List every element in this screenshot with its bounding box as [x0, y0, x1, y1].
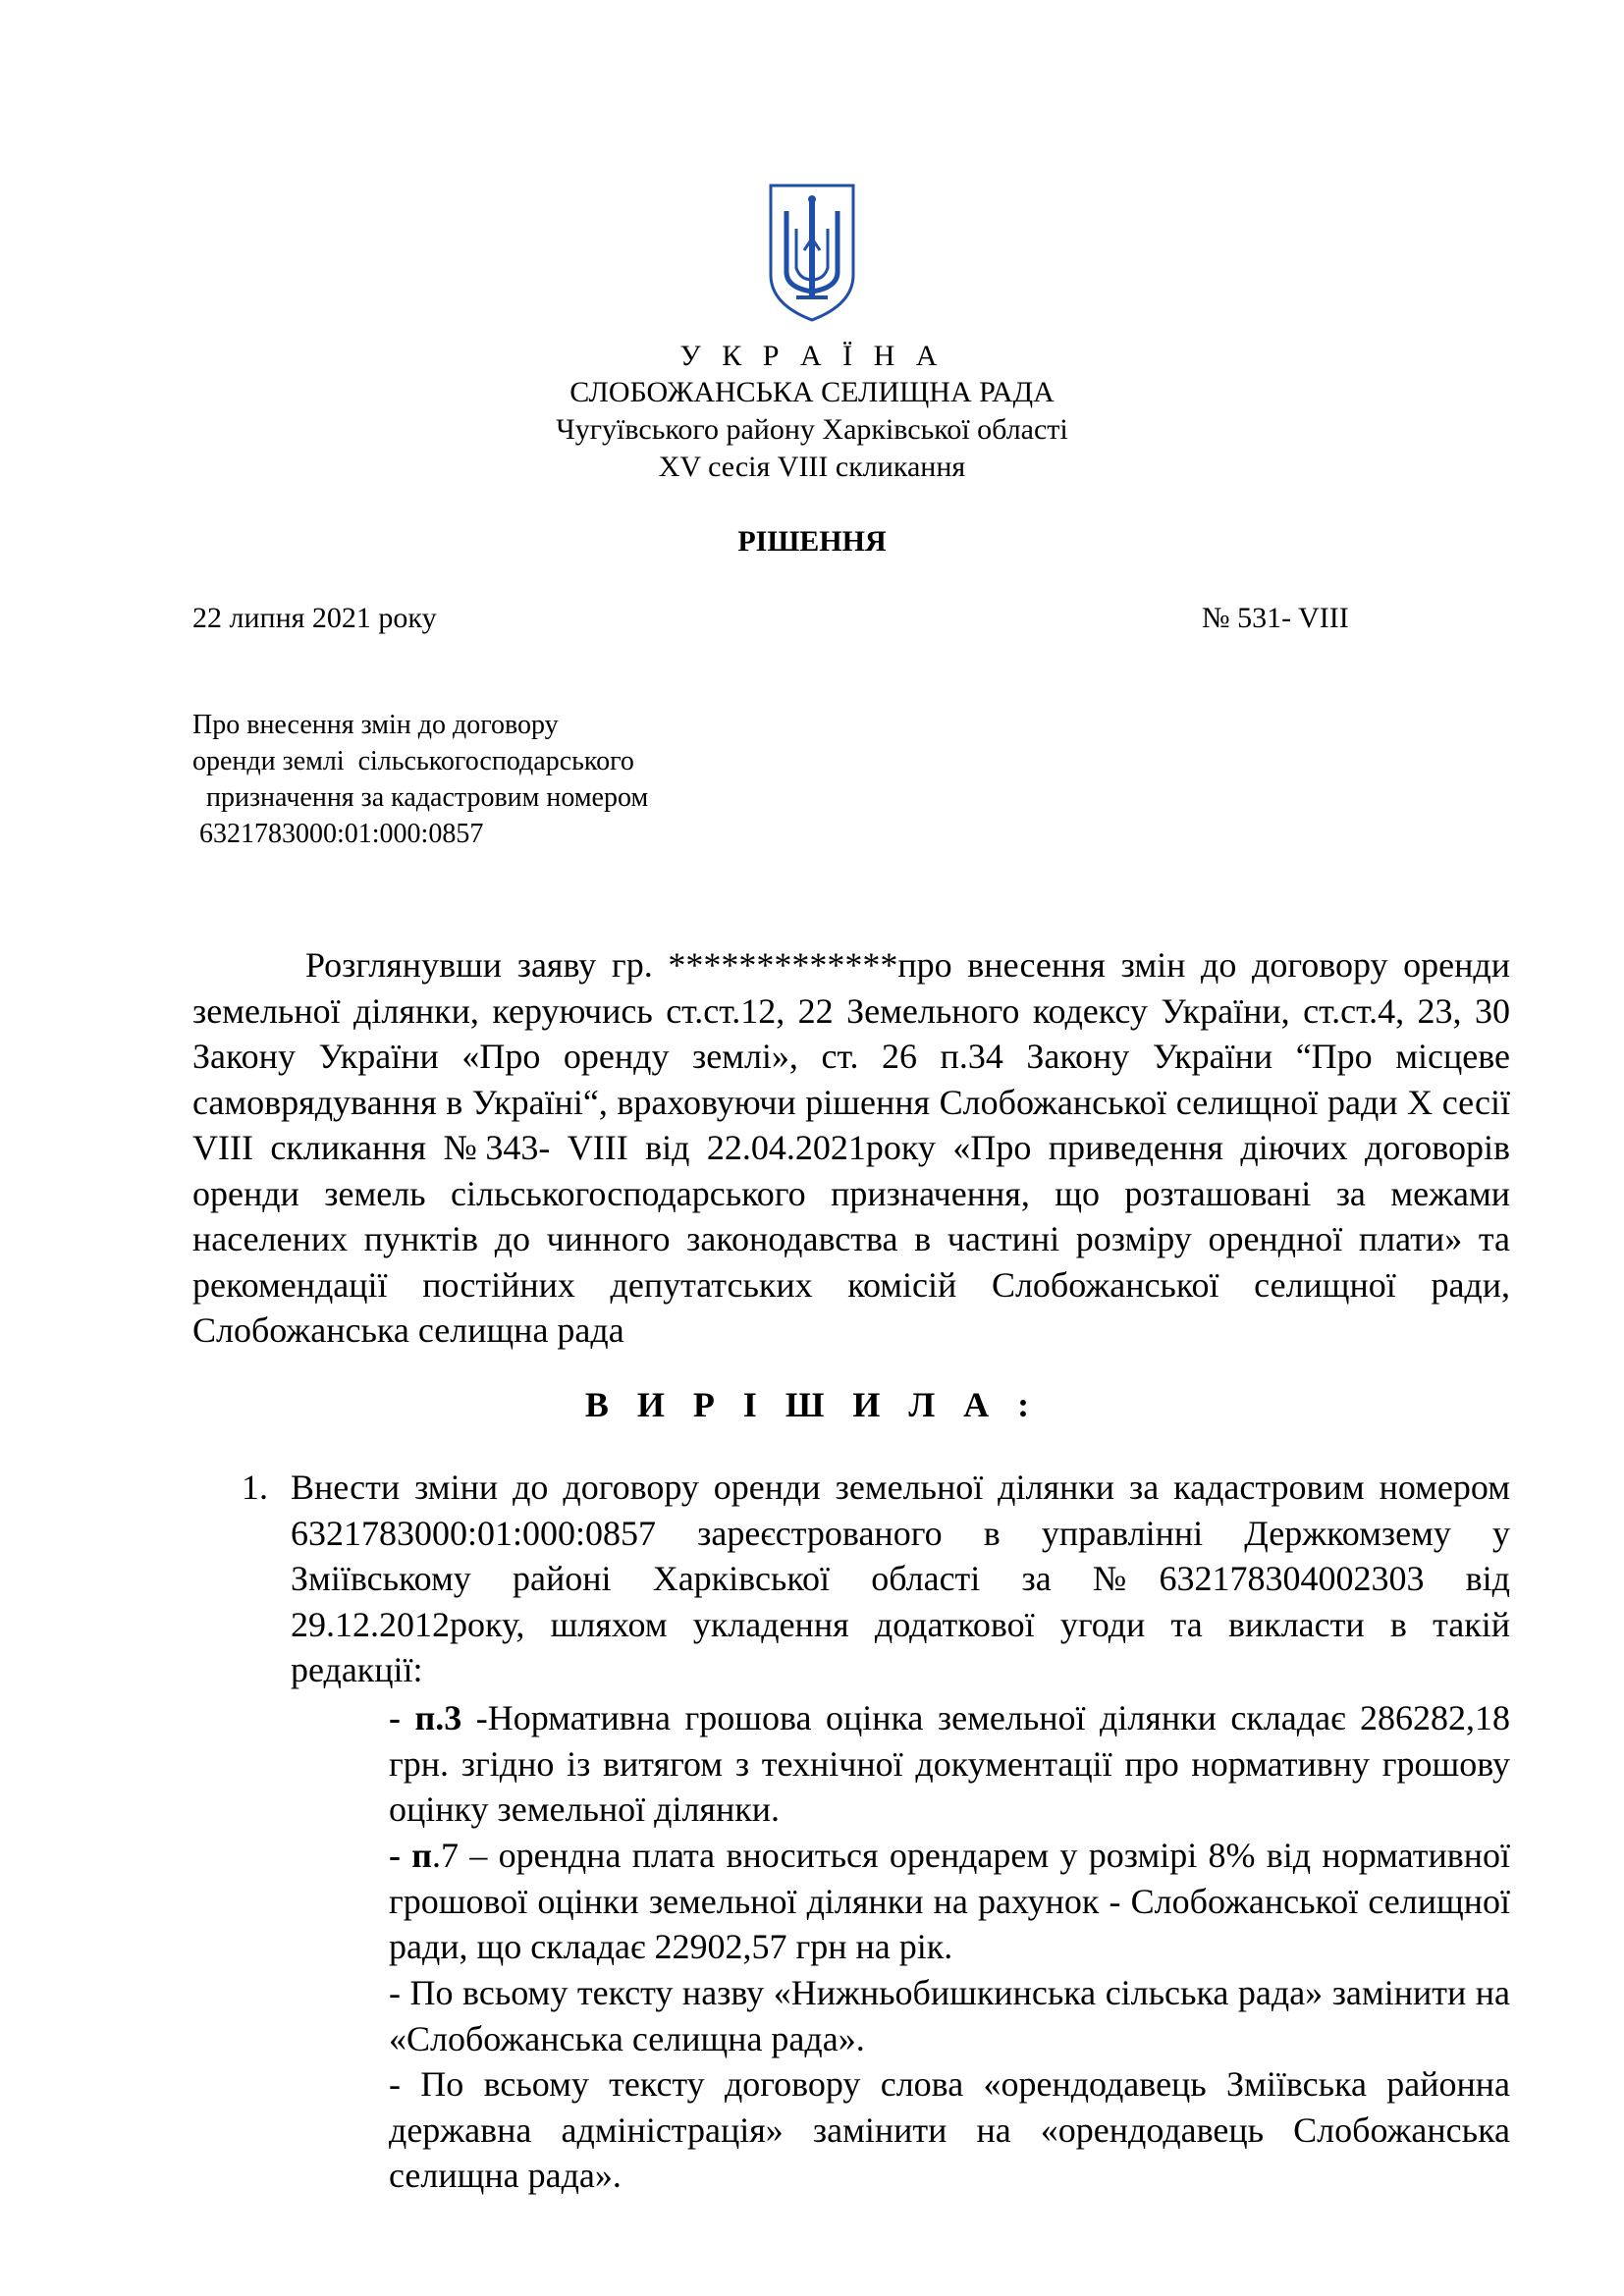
trident-emblem-icon [767, 182, 857, 324]
item-number: 1. [242, 1468, 268, 1507]
sub-item-text: .7 – орендна плата вноситься орендарем у розмірі 8% від нормативної грошової оцінки земельної ділянки на рахунок - Слобожанської селищної ради, що складає 22902,57 грн на рік. [389, 1836, 1510, 1966]
subject-line: оренди землі сільськогосподарського [192, 746, 634, 776]
district-name: Чугуївського району Харківської області [556, 413, 1068, 446]
document-date: 22 липня 2021 року [192, 602, 437, 634]
country-name [0, 337, 1624, 376]
subject-line: призначення за кадастровим номером [192, 782, 649, 813]
sub-item-marker: - п [389, 1836, 433, 1875]
council-name: СЛОБОЖАНСЬКА СЕЛИЩНА РАДА [569, 376, 1055, 408]
sub-item-text: - По всьому тексту назву «Нижньобишкинська сільська рада» замінити на «Слобожанська селищна рада». [389, 1973, 1510, 2058]
document-subject [192, 707, 648, 852]
document-number: № 531- VIII [1202, 602, 1349, 634]
document-type: РІШЕННЯ [737, 525, 887, 558]
subject-line: 6321783000:01:000:0857 [192, 819, 484, 849]
country-text: У К Р А Ї Н А [679, 340, 945, 372]
sub-item-text: - По всьому тексту договору слова «орендодавець Зміївська районна державна адміністрація» замінити на «орендодавець Слобожанська селищна рада». [389, 2064, 1510, 2195]
sub-item-text: -Нормативна грошова оцінка земельної ділянки складає 286282,18 грн. згідно із витягом з технічної документації про нормативну грошову оцінку земельної ділянки. [389, 1698, 1511, 1829]
sub-item [389, 1695, 1510, 1833]
sub-item [389, 2061, 1510, 2199]
sub-item [389, 1970, 1510, 2061]
item-text: Внести зміни до договору оренди земельної ділянки за кадастровим номером 6321783000:01:000:0857 зареєстрованого в управлінні Держкомзему у Зміївському районі Харківської області за №632178304002303 від 29.12.2012року, шляхом укладення додаткової угоди та викласти в такій редакції: [291, 1468, 1510, 1689]
subject-line: Про внесення змін до договору [192, 710, 559, 740]
preamble-paragraph: Розглянувши заяву гр. *************про внесення змін до договору оренди земельної ділянки, керуючись ст.ст.12, 22 Земельного кодексу України, ст.ст.4, 23, 30 Закону України «Про оренду землі», ст. 26 п.34 Закону України “Про місцеве самоврядування в Україні“, враховуючи рішення Слобожанської селищної ради X сесії VIII скликання №343- VIII від 22.04.2021року «Про приведення діючих договорів оренди земель сільськогосподарського призначення, що розташовані за межами населених пунктів до чинного законодавства в частині розміру орендної плати» та рекомендації постійних депутатських комісій Слобожанської селищної ради, Слобожанська селищна рада [192, 945, 1510, 1350]
sub-item-marker: - п.3 [389, 1698, 462, 1737]
sub-item [389, 1833, 1510, 1970]
resolved-heading: В И Р І Ш И Л А : [584, 1385, 1040, 1424]
session-name: XV сесія VIII скликання [658, 451, 966, 483]
list-item [242, 1465, 1510, 1693]
